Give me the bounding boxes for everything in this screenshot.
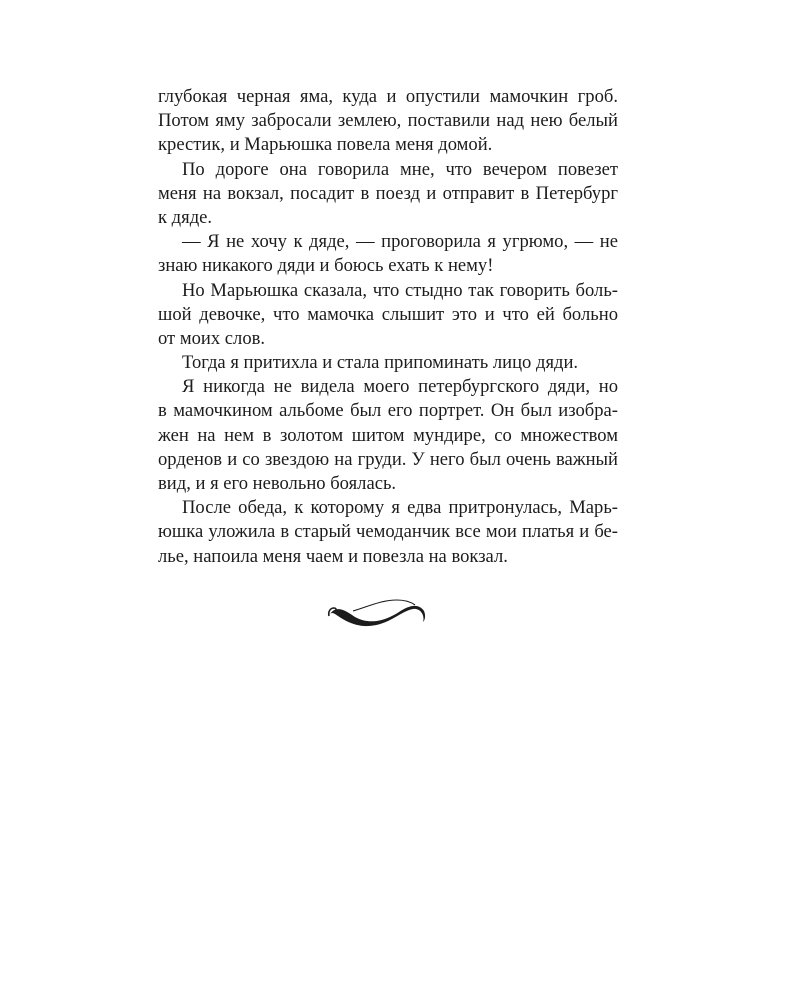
text-line: шой девочке, что мамочка слышит это и что ей больно: [158, 303, 618, 325]
text-line: крестик, и Марьюшка повела меня домой.: [158, 134, 493, 156]
text-line: По дороге она говорила мне, что вечером повезет: [182, 158, 618, 180]
paragraph: [158, 351, 618, 375]
text-line: лье, напоила меня чаем и повезла на вокзал.: [158, 545, 508, 567]
text-line: глубокая черная яма, куда и опустили мамочкин гроб.: [158, 86, 618, 107]
text-line: После обеда, к которому я едва притронулась, Марь-: [182, 497, 618, 519]
text-line: в мамочкином альбоме был его портрет. Он был изобра-: [158, 400, 618, 422]
text-line: юшка уложила в старый чемоданчик все мои платья и бе-: [158, 521, 618, 543]
paragraph: [158, 158, 618, 231]
text-line: орденов и со звездою на груди. У него был очень важный: [158, 448, 618, 470]
text-line: знаю никакого дяди и боюсь ехать к нему!: [158, 255, 494, 277]
text-line: вид, и я его невольно боялась.: [158, 473, 397, 494]
paragraph: [158, 230, 618, 278]
text-line: Тогда я притихла и стала припоминать лицо дяди.: [182, 352, 579, 374]
paragraph: [158, 496, 618, 569]
paragraph: [158, 85, 618, 158]
text-line: Потом яму забросали землею, поставили над нею белый: [158, 110, 618, 132]
swash-ornament-icon: [325, 594, 429, 628]
text-line: Я никогда не видела моего петербургского дяди, но: [182, 376, 618, 398]
text-line: жен на нем в золотом шитом мундире, со множеством: [158, 424, 618, 446]
text-line: от моих слов.: [158, 327, 266, 349]
text-line: меня на вокзал, посадит в поезд и отправит в Петербург: [158, 182, 618, 204]
text-line: — Я не хочу к дяде, — проговорила я угрюмо, — не: [182, 231, 618, 253]
text-line: Но Марьюшка сказала, что стыдно так говорить боль-: [182, 279, 618, 301]
text-line: к дяде.: [158, 206, 213, 228]
paragraph: [158, 375, 618, 496]
body-text: [158, 85, 618, 569]
paragraph: [158, 279, 618, 352]
